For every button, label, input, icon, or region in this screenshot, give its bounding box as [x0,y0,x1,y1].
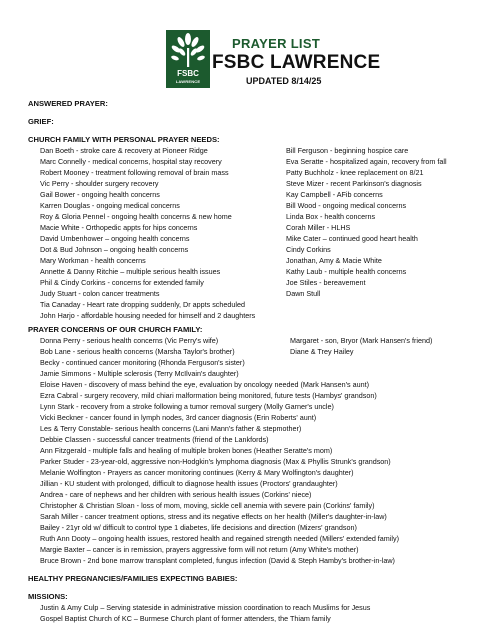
list-item: Margaret - son, Bryor (Mark Hansen's friend) [290,336,433,345]
list-item: Marc Connelly - medical concerns, hospital stay recovery [40,157,222,166]
church-family-row [28,288,494,299]
list-item: Karren Douglas - ongoing medical concerns [40,201,180,210]
church-logo [166,30,210,88]
list-item: Cindy Corkins [286,245,331,254]
church-family-row [28,266,494,277]
church-family-row [28,255,494,266]
list-item: Vic Perry - shoulder surgery recovery [40,179,159,188]
list-item: Corah Miller - HLHS [286,223,351,232]
list-item: Sarah Miller - cancer treatment options, stress and its negative effects on her health (Miller's daughter-in-law) [40,512,387,521]
list-item: Lynn Stark - recovery from a stroke following a tumor removal surgery (Molly Garner's uncle) [40,402,334,411]
logo-fsbc-text: FSBC [177,69,199,78]
list-item: Phil & Cindy Corkins - concerns for extended family [40,278,204,287]
prayer-concern-row [28,346,494,357]
list-item: Roy & Gloria Pennel - ongoing health concerns & new home [40,212,232,221]
list-item: John Harjo - affordable housing needed for himself and 2 daughters [40,311,256,320]
section-grief: GRIEF: [28,117,54,126]
list-item: Gail Bower - ongoing health concerns [40,190,160,199]
church-family-row [28,156,494,167]
list-item: Linda Box - health concerns [286,212,376,221]
list-item: Kay Campbell - AFib concerns [286,190,383,199]
church-family-row [28,200,494,211]
list-item: Mary Workman - health concerns [40,256,146,265]
section-church-family: CHURCH FAMILY WITH PERSONAL PRAYER NEEDS: [28,135,220,144]
church-family-row [28,189,494,200]
list-item: Andrea - care of nephews and her children with serious health issues (Corkins' niece) [40,490,312,499]
prayer-concerns-two-column [28,335,494,357]
list-item: Bailey - 21yr old w/ difficult to control type 1 diabetes, life decisions and direction (Mizers' grandson) [40,523,357,532]
church-family-row [28,145,494,156]
list-item: David Umbenhower – ongoing health concerns [40,234,190,243]
list-item: Ruth Ann Dooty – ongoing health issues, restored health and regained strength needed (Millers' extended family) [40,534,399,543]
list-item: Jillian - KU student with prolonged, difficult to diagnose health issues (Proctors' grandaughter) [40,479,338,488]
list-item: Judy Stuart - colon cancer treatments [40,289,160,298]
list-item: Donna Perry - serious health concerns (Vic Perry's wife) [40,336,219,345]
mission-item: Justin & Amy Culp – Serving stateside in administrative mission coordination to reach Muslims for Jesus [40,603,371,612]
list-item: Dan Boeth - stroke care & recovery at Pioneer Ridge [40,146,208,155]
church-family-row [28,222,494,233]
list-item: Ezra Cabral - surgery recovery, mild chiari malformation being monitored, future tests (Hambys' grandson) [40,391,377,400]
list-item: Diane & Trey Hailey [290,347,354,356]
logo-lawrence-text: LAWRENCE [175,79,201,84]
church-family-row [28,244,494,255]
list-item: Ann Fitzgerald - multiple falls and healing of multiple broken bones (Heather Seratte's mom) [40,446,333,455]
church-name: FSBC LAWRENCE [212,52,381,73]
list-item: Bill Ferguson - beginning hospice care [286,146,409,155]
list-item: Jamie Simmons - Multiple sclerosis (Terry McIlvain's daughter) [40,369,239,378]
church-family-row [28,299,494,310]
tree-icon [166,30,210,70]
church-family-list [28,145,494,321]
church-family-row [28,277,494,288]
list-item: Vicki Beckner - cancer found in lymph nodes, 3rd cancer diagnosis (Erin Roberts' aunt) [40,413,317,422]
missions-list [28,602,494,624]
list-item: Dawn Stull [286,289,321,298]
prayer-concern-row [28,335,494,346]
list-item: Mike Cater – continued good heart health [286,234,418,243]
list-item: Les & Terry Constable- serious health concerns (Lani Mann's father & stepmother) [40,424,302,433]
list-item: Eva Seratte - hospitalized again, recovery from fall [286,157,447,166]
list-item: Margie Baxter – cancer is in remission, prayers aggressive form will not return (Amy White's mother) [40,545,359,554]
prayer-concerns-list [28,357,494,566]
list-item: Debbie Classen - successful cancer treatments (friend of the Lankfords) [40,435,269,444]
list-item: Steve Mizer - recent Parkinson's diagnosis [286,179,422,188]
list-item: Tia Canaday - Heart rate dropping suddenly, Dr appts scheduled [40,300,245,309]
list-item: Robert Mooney - treatment following removal of brain mass [40,168,229,177]
section-pregnancies: HEALTHY PREGNANCIES/FAMILIES EXPECTING BABIES: [28,574,238,583]
list-item: Kathy Laub - multiple health concerns [286,267,407,276]
mission-item: Gospel Baptist Church of KC – Burmese Church plant of former attenders, the Thiam family [40,614,331,623]
church-family-row [28,211,494,222]
list-item: Joe Stiles - bereavement [286,278,366,287]
list-item: Bill Wood - ongoing medical concerns [286,201,407,210]
list-item: Bob Lane - serious health concerns (Marsha Taylor's brother) [40,347,235,356]
list-item: Bruce Brown - 2nd bone marrow transplant completed, fungus infection (David & Steph Hamby's brother-in-law) [40,556,395,565]
list-item: Parker Studer - 23-year-old, aggressive non-Hodgkin's lymphoma diagnosis (Max & Phyllis Strunk's grandson) [40,457,391,466]
church-family-row [28,178,494,189]
prayer-list-body [28,98,494,624]
list-item: Eloise Haven - discovery of mass behind the eye, evaluation by oncology needed (Mark Hansen's aunt) [40,380,369,389]
list-item: Patty Buchholz - knee replacement on 8/21 [286,168,424,177]
list-item: Becky - continued cancer monitoring (Rhonda Ferguson's sister) [40,358,245,367]
list-item: Melanie Wolfington - Prayers as cancer monitoring continues (Kerry & Mary Wolfington's daughter) [40,468,354,477]
section-missions: MISSIONS: [28,592,68,601]
list-item: Christopher & Christian Sloan - loss of mom, moving, sickle cell anemia with severe pain (Corkins' family) [40,501,375,510]
list-item: Macie White - Orthopedic appts for hips concerns [40,223,198,232]
list-item [286,299,494,310]
church-family-row [28,310,494,321]
church-family-row [28,167,494,178]
list-item: Jonathan, Amy & Macie White [286,256,382,265]
list-item: Annette & Danny Ritchie – multiple serious health issues [40,267,221,276]
church-family-row [28,233,494,244]
list-item: Dot & Bud Johnson – ongoing health concerns [40,245,189,254]
section-prayer-concerns: PRAYER CONCERNS OF OUR CHURCH FAMILY: [28,325,203,334]
updated-date: UPDATED 8/14/25 [246,76,322,86]
section-answered-prayer: ANSWERED PRAYER: [28,99,108,108]
list-item [286,310,494,321]
page-title: PRAYER LIST [232,36,321,51]
header [0,0,500,96]
